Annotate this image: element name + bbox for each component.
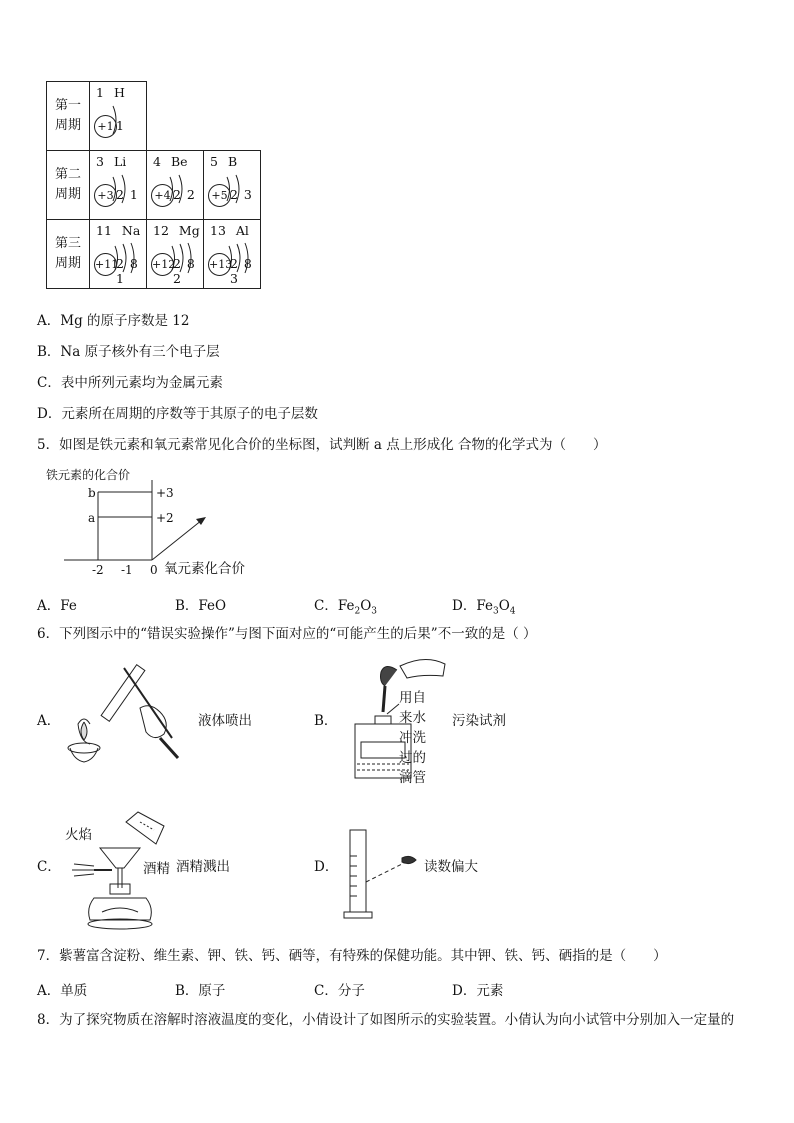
q6-b-letter: B． <box>314 713 338 729</box>
element-cell-mg: 12 Mg +12 2 8 2 <box>147 220 204 289</box>
label-b: b <box>88 486 96 500</box>
nucleus: +1 <box>94 115 117 138</box>
q4-option-c: C．表中所列元素均为金属元素 <box>37 375 223 391</box>
q4-option-d: D．元素所在周期的序数等于其原子的电子层数 <box>37 406 318 422</box>
q8-stem: 8．为了探究物质在溶解时溶液温度的变化，小倩设计了如图所示的实验装置。小倩认为向小试管中分别加入一定量的 <box>37 1012 735 1028</box>
q6-d-result: 读数偏大 <box>424 859 478 875</box>
periodic-table <box>46 81 261 289</box>
graduated-cylinder-icon <box>340 826 430 922</box>
label-plus2: +2 <box>156 511 174 525</box>
period-label-1: 第一 周期 <box>47 82 90 151</box>
q5-option-d: D．$Fe_3O_4$ <box>452 598 516 617</box>
q6-c-alcohol-label: 酒精 <box>143 861 170 877</box>
label-plus3: +3 <box>156 486 174 500</box>
q7-option-b: B．原子 <box>175 983 226 999</box>
q6-a-letter: A． <box>37 713 61 729</box>
element-cell-b: 5 B +5 2 3 <box>204 151 261 220</box>
q6-b-result: 污染试剂 <box>452 713 506 729</box>
q6-c-flame-label: 火焰 <box>65 827 92 843</box>
q5-stem: 5．如图是铁元素和氧元素常见化合价的坐标图，试判断 a 点上形成化 合物的化学式为（ ） <box>37 437 607 453</box>
element-cell-be: 4 Be +4 2 2 <box>147 151 204 220</box>
q5-option-b: B．FeO <box>175 598 227 614</box>
q6-c-result: 酒精溅出 <box>176 859 230 875</box>
element-cell-h: 1 H +1 1 <box>90 82 147 151</box>
element-cell-na: 11 Na +11 2 8 1 <box>90 220 147 289</box>
heating-test-tube-icon <box>60 652 190 770</box>
q5-option-a: A．Fe <box>37 598 77 614</box>
x-axis-title: 氧元素化合价 <box>164 561 245 577</box>
q4-option-a: A．Mg 的原子序数是 12 <box>37 313 190 329</box>
q6-b-caption: 用自 来水 冲洗 过的 滴管 <box>399 690 426 786</box>
period-label-3: 第三 周期 <box>47 220 90 289</box>
tick-minus2: -2 <box>92 563 104 577</box>
element-cell-li: 3 Li +3 2 1 <box>90 151 147 220</box>
label-a: a <box>88 511 96 525</box>
valence-graph <box>42 462 302 582</box>
q6-stem: 6．下列图示中的“错误实验操作”与图下面对应的“可能产生的后果”不一致的是（ ） <box>37 626 537 642</box>
element-cell-al: 13 Al +13 2 8 3 <box>204 220 261 289</box>
q7-stem: 7．紫薯富含淀粉、维生素、钾、铁、钙、硒等，有特殊的保健功能。其中钾、铁、钙、硒指的是（ ） <box>37 948 667 964</box>
q7-option-d: D．元素 <box>452 983 504 999</box>
q6-a-result: 液体喷出 <box>198 713 252 729</box>
q7-option-a: A．单质 <box>37 983 88 999</box>
q7-option-c: C．分子 <box>314 983 365 999</box>
tick-minus1: -1 <box>121 563 133 577</box>
period-label-2: 第二 周期 <box>47 151 90 220</box>
y-axis-title: 铁元素的化合价 <box>46 468 131 482</box>
q6-c-letter: C． <box>37 859 61 875</box>
q4-option-b: B．Na 原子核外有三个电子层 <box>37 344 220 360</box>
q6-d-letter: D． <box>314 859 339 875</box>
q5-option-c: C．$Fe_2O_3$ <box>314 598 377 617</box>
tick-zero: 0 <box>150 563 158 577</box>
